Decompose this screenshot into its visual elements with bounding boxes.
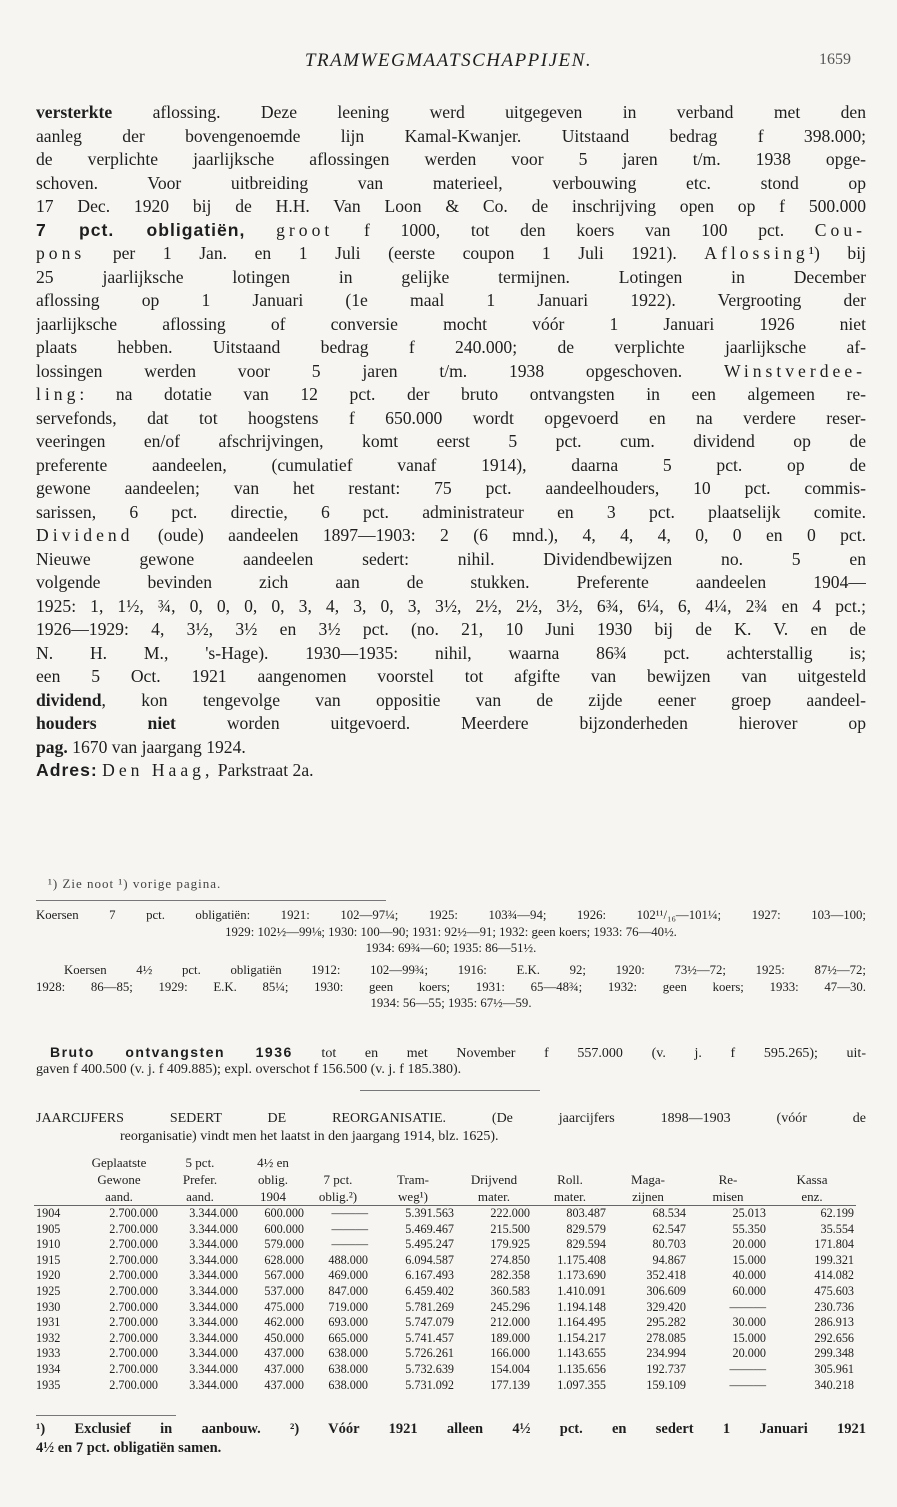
- table-cell: 360.583: [490, 1283, 530, 1298]
- table-cell: 15.000: [732, 1252, 766, 1267]
- text-segment: schoven. Voor uitbreiding van materieel, verbouwing etc. stond op: [36, 172, 866, 193]
- text-segment: aflossing op 1 Januari (1e maal 1 Januari 1922). Vergrooting der: [36, 290, 866, 310]
- table-cell: 5.731.092: [405, 1377, 454, 1392]
- text-segment: Cou-: [814, 219, 866, 240]
- table-cell: 1.410.091: [557, 1283, 606, 1298]
- text-segment: aflossing. Deze leening werd uitgegeven in verband met den: [112, 102, 866, 122]
- table-cell: 20.000: [732, 1237, 766, 1252]
- table-cell: 305.961: [814, 1361, 854, 1376]
- table-row: [34, 1206, 856, 1222]
- table-cell: 2.700.000: [109, 1361, 158, 1376]
- text-line: [36, 148, 866, 172]
- table-cell: 2.700.000: [109, 1377, 158, 1392]
- table-cell: 3.344.000: [189, 1346, 238, 1361]
- text-line: [36, 595, 866, 619]
- table-cell: 5.726.261: [405, 1346, 454, 1361]
- table-cell: 3.344.000: [189, 1237, 238, 1252]
- table-cell: 3.344.000: [189, 1252, 238, 1267]
- text-line: [36, 524, 866, 548]
- text-segment: (oude) aandeelen 1897—1903: 2 (6 mnd.), 4, 4, 4, 0, 0 en 0 pct.: [133, 525, 866, 545]
- text-segment: preferente aandeelen, (cumulatief vanaf 1914), daarna 5 pct. op de: [36, 454, 866, 475]
- table-cell: 5.781.269: [405, 1299, 454, 1314]
- table-cell: 5.495.247: [405, 1237, 454, 1252]
- table-cell: 829.594: [566, 1237, 606, 1252]
- table-cell: 1.097.355: [557, 1377, 606, 1392]
- text-segment: de verplichte jaarlijksche aflossingen werden voor 5 jaren t/m. 1938 opge-: [36, 149, 866, 169]
- table-cell: 1.164.495: [557, 1315, 606, 1330]
- table-cell: 282.358: [490, 1268, 530, 1283]
- text-segment: 1670 van jaargang 1924.: [67, 736, 246, 757]
- table-cell: ———: [729, 1377, 766, 1392]
- table-cell: 2.700.000: [109, 1299, 158, 1314]
- column-header: oblig.²): [306, 1188, 370, 1206]
- page-number: 1659: [819, 51, 851, 68]
- table-cell: 2.700.000: [109, 1330, 158, 1345]
- table-cell: 62.547: [652, 1221, 686, 1236]
- table-cell: 80.703: [652, 1237, 686, 1252]
- table-cell: 3.344.000: [189, 1221, 238, 1236]
- text-segment: Den Haag,: [102, 760, 214, 780]
- text-segment: een 5 Oct. 1921 aangenomen voorstel tot afgifte van bewijzen van uitgesteld: [36, 666, 866, 686]
- table-cell: ———: [729, 1361, 766, 1376]
- table-cell: 829.579: [566, 1221, 606, 1236]
- column-header: [688, 1154, 768, 1171]
- column-header: Kassa: [796, 1172, 828, 1187]
- page-header: [0, 50, 897, 78]
- column-header: weg¹): [370, 1188, 456, 1206]
- table-cell: 1.135.656: [557, 1361, 606, 1376]
- table-cell: 340.218: [814, 1377, 854, 1392]
- table-cell: 40.000: [732, 1268, 766, 1283]
- text-segment: pag.: [36, 736, 68, 757]
- table-cell: 1.175.408: [557, 1252, 606, 1267]
- table-cell: 437.000: [264, 1361, 304, 1376]
- table-cell: 475.000: [264, 1299, 304, 1314]
- text-line: [36, 501, 866, 525]
- table-cell: ———: [729, 1299, 766, 1314]
- column-header: 5 pct.: [185, 1155, 215, 1170]
- table-cell: 2.700.000: [109, 1346, 158, 1361]
- table-cell: 35.554: [820, 1221, 854, 1236]
- text-line: [36, 430, 866, 454]
- text-line: [36, 665, 866, 689]
- table-cell: 3.344.000: [189, 1206, 238, 1220]
- table-cell: 847.000: [328, 1283, 368, 1298]
- text-segment: veeringen en/of afschrijvingen, komt eerst 5 pct. cum. dividend op de: [36, 431, 866, 451]
- bruto-label: Bruto ontvangsten 1936: [50, 1044, 293, 1060]
- text-segment: Winstverdee-: [723, 360, 866, 381]
- table-cell: 166.000: [490, 1346, 530, 1361]
- text-line: [36, 219, 866, 243]
- separator-rule: [36, 900, 386, 901]
- column-header: [370, 1154, 456, 1171]
- year-cell: 1904: [36, 1206, 61, 1220]
- table-cell: 199.321: [814, 1252, 854, 1267]
- text-line: [36, 454, 866, 478]
- table-cell: 159.109: [646, 1377, 686, 1392]
- text-line: [36, 242, 866, 266]
- table-cell: 234.994: [646, 1346, 686, 1361]
- text-segment: gewone aandeelen; van het restant: 75 pct. aandeelhouders, 10 pct. commis-: [36, 478, 866, 498]
- text-segment: per 1 Jan. en 1 Juli (eerste coupon 1 Juli 1921).: [85, 243, 705, 263]
- text-line: [36, 125, 866, 149]
- footnote-reference: ¹) Zie noot ¹) vorige pagina.: [48, 876, 222, 891]
- text-segment: Aflossing: [704, 243, 809, 263]
- table-footnote: 4½ en 7 pct. obligatiën samen.: [36, 1440, 222, 1456]
- table-cell: 5.391.563: [405, 1206, 454, 1220]
- koersen-line: 1934: 69¾—60; 1935: 86—51½.: [365, 941, 537, 955]
- table-row: [34, 1300, 856, 1316]
- table-cell: 719.000: [328, 1299, 368, 1314]
- text-segment: servefonds, dat tot hoogstens f 650.000 wordt opgevoerd en na verdere reser-: [36, 407, 866, 428]
- column-header: [306, 1154, 370, 1171]
- table-row: [34, 1331, 856, 1347]
- koersen-line: 1928: 86—85; 1929: E.K. 85¼; 1930: geen koers; 1931: 65—48¾; 1932: geen koers; 1933: 47—30.: [36, 979, 866, 994]
- table-cell: 25.013: [732, 1206, 766, 1220]
- table-cell: 2.700.000: [109, 1237, 158, 1252]
- year-cell: 1935: [36, 1377, 61, 1392]
- text-line: [36, 360, 866, 384]
- jaarcijfers-heading: [36, 1110, 866, 1146]
- column-header: enz.: [768, 1188, 856, 1206]
- text-line: [36, 642, 866, 666]
- table-row: [34, 1284, 856, 1300]
- table-cell: 62.199: [820, 1206, 854, 1220]
- separator-rule: [360, 1090, 540, 1091]
- column-header: [608, 1154, 688, 1171]
- table-cell: 2.700.000: [109, 1221, 158, 1236]
- column-header: aand.: [78, 1188, 160, 1206]
- koersen-4-5pct: [36, 962, 866, 1012]
- table-header-row: [34, 1188, 856, 1206]
- table-cell: 55.350: [732, 1221, 766, 1236]
- text-segment: f 1000, tot den koers van 100 pct.: [333, 219, 815, 240]
- text-segment: volgende bevinden zich aan de stukken. Preferente aandeelen 1904—: [36, 572, 866, 592]
- table-cell: 60.000: [732, 1283, 766, 1298]
- text-segment: lossingen werden voor 5 jaren t/m. 1938 opgeschoven.: [36, 360, 724, 381]
- text-line: [36, 736, 866, 760]
- table-cell: 1.173.690: [557, 1268, 606, 1283]
- table-header-row: [34, 1154, 856, 1171]
- table-row: [34, 1253, 856, 1269]
- text-segment: , kon tengevolge van oppositie van de zijde eener groep aandeel-: [101, 689, 866, 710]
- table-cell: 6.459.402: [405, 1283, 454, 1298]
- table-row: [34, 1315, 856, 1331]
- text-segment: Nieuwe gewone aandeelen sedert: nihil. Dividendbewijzen no. 5 en: [36, 548, 866, 569]
- table-cell: 1.154.217: [557, 1330, 606, 1345]
- table-cell: 192.737: [646, 1361, 686, 1376]
- column-header: [456, 1154, 532, 1171]
- bruto-ontvangsten: [36, 1043, 866, 1079]
- text-line: [36, 759, 866, 783]
- column-header: [34, 1171, 78, 1188]
- column-header: 4½ en: [257, 1155, 289, 1170]
- table-cell: 437.000: [264, 1377, 304, 1392]
- table-cell: 215.500: [490, 1221, 530, 1236]
- table-cell: 94.867: [652, 1252, 686, 1267]
- koersen-line: Koersen 7 pct. obligatiën: 1921: 102—97¼; 1925: 103¾—94; 1926: 102¹¹/₁₆—101¼; 1927: 103—100;: [36, 908, 866, 922]
- column-header: Prefer.: [182, 1172, 218, 1187]
- text-line: [36, 407, 866, 431]
- table-cell: 537.000: [264, 1283, 304, 1298]
- table-cell: 68.534: [652, 1206, 686, 1220]
- table-cell: 638.000: [328, 1346, 368, 1361]
- column-header: Geplaatste: [91, 1155, 147, 1170]
- table-cell: 3.344.000: [189, 1268, 238, 1283]
- table-row: [34, 1268, 856, 1284]
- column-header: Maga-: [631, 1172, 665, 1187]
- table-cell: 20.000: [732, 1346, 766, 1361]
- table-row: [34, 1362, 856, 1378]
- text-segment: Adres:: [36, 760, 98, 780]
- column-header: [532, 1154, 608, 1171]
- text-line: [36, 689, 866, 713]
- year-cell: 1910: [36, 1237, 61, 1252]
- table-cell: 292.656: [814, 1330, 854, 1345]
- text-segment: 7 pct. obligatiën,: [36, 219, 246, 240]
- year-cell: 1915: [36, 1252, 61, 1267]
- text-segment: groot: [276, 219, 334, 240]
- table-cell: 579.000: [264, 1237, 304, 1252]
- table-cell: 3.344.000: [189, 1315, 238, 1330]
- table-header-row: [34, 1171, 856, 1188]
- table-cell: 5.469.467: [405, 1221, 454, 1236]
- column-header: Gewone: [97, 1172, 141, 1187]
- table-cell: 2.700.000: [109, 1283, 158, 1298]
- year-cell: 1933: [36, 1346, 61, 1361]
- table-cell: 212.000: [490, 1315, 530, 1330]
- table-cell: 278.085: [646, 1330, 686, 1345]
- table-cell: 488.000: [328, 1252, 368, 1267]
- column-header: 7 pct.: [323, 1172, 353, 1187]
- table-cell: 2.700.000: [109, 1268, 158, 1283]
- table-cell: 469.000: [328, 1268, 368, 1283]
- table-cell: 6.094.587: [405, 1252, 454, 1267]
- text-segment: plaats hebben. Uitstaand bedrag f 240.000; de verplichte jaarlijksche af-: [36, 337, 866, 357]
- table-cell: 3.344.000: [189, 1377, 238, 1392]
- table-cell: 462.000: [264, 1315, 304, 1330]
- text-line: [36, 101, 866, 125]
- table-cell: 154.004: [490, 1361, 530, 1376]
- year-cell: 1925: [36, 1283, 61, 1298]
- bruto-text: gaven f 400.500 (v. j. f 409.885); expl. overschot f 156.500 (v. j. f 185.380).: [36, 1062, 462, 1077]
- separator-rule: [36, 1415, 176, 1416]
- text-line: [36, 383, 866, 407]
- table-cell: 30.000: [732, 1315, 766, 1330]
- year-cell: 1932: [36, 1330, 61, 1345]
- table-cell: 15.000: [732, 1330, 766, 1345]
- text-line: [36, 336, 866, 360]
- text-segment: [245, 220, 276, 240]
- table-cell: 475.603: [814, 1283, 854, 1298]
- table-cell: 2.700.000: [109, 1315, 158, 1330]
- text-segment: versterkte: [36, 102, 113, 122]
- table-footnote: ¹) Exclusief in aanbouw. ²) Vóór 1921 alleen 4½ pct. en sedert 1 Januari 1921: [36, 1421, 866, 1437]
- column-header: [34, 1188, 78, 1206]
- table-cell: 3.344.000: [189, 1361, 238, 1376]
- column-header: mater.: [456, 1188, 532, 1206]
- text-segment: worden uitgevoerd. Meerdere bijzonderheden hierover op: [175, 713, 866, 733]
- column-header: [34, 1154, 78, 1171]
- year-cell: 1934: [36, 1361, 61, 1376]
- column-header: mater.: [532, 1188, 608, 1206]
- table-cell: 177.139: [490, 1377, 530, 1392]
- table-cell: 5.732.639: [405, 1361, 454, 1376]
- text-segment: 17 Dec. 1920 bij de H.H. Van Loon & Co. de inschrijving open op f 500.000: [36, 196, 866, 216]
- column-header: 1904: [240, 1188, 306, 1206]
- text-segment: ¹) bij: [808, 243, 866, 263]
- table-cell: 3.344.000: [189, 1299, 238, 1314]
- running-title: TRAMWEGMAATSCHAPPIJEN.: [304, 50, 593, 71]
- body-paragraph: [36, 101, 866, 783]
- table-cell: 222.000: [490, 1206, 530, 1220]
- table-row: [34, 1222, 856, 1238]
- table-cell: 1.194.148: [557, 1299, 606, 1314]
- jaarcijfers-title: JAARCIJFERS SEDERT DE REORGANISATIE. (De jaarcijfers 1898—1903 (vóór de: [36, 1111, 866, 1126]
- text-line: [36, 712, 866, 736]
- table-cell: ———: [331, 1237, 368, 1252]
- table-cell: ———: [331, 1206, 368, 1220]
- column-header: misen: [688, 1188, 768, 1206]
- table-cell: 600.000: [264, 1206, 304, 1220]
- text-line: [36, 313, 866, 337]
- text-segment: ling: [36, 384, 80, 404]
- year-cell: 1930: [36, 1299, 61, 1314]
- table-cell: 189.000: [490, 1330, 530, 1345]
- text-line: [36, 548, 866, 572]
- table-cell: 693.000: [328, 1315, 368, 1330]
- koersen-7pct: [36, 907, 866, 957]
- column-header: Roll.: [557, 1172, 583, 1187]
- table-cell: 638.000: [328, 1361, 368, 1376]
- table-cell: 600.000: [264, 1221, 304, 1236]
- column-header: Re-: [718, 1172, 738, 1187]
- text-segment: 1925: 1, 1½, ¾, 0, 0, 0, 0, 3, 4, 3, 0, 3, 3½, 2½, 2½, 3½, 6¾, 6¼, 6, 4¼, 2¾ en 4 pct.;: [36, 595, 866, 616]
- text-segment: dividend: [36, 689, 102, 710]
- text-segment: : na dotatie van 12 pct. der bruto ontvangsten in een algemeen re-: [79, 384, 866, 404]
- koersen-line: 1929: 102½—99⅛; 1930: 100—90; 1931: 92½—91; 1932: geen koers; 1933: 76—40½.: [225, 924, 677, 939]
- column-header: Tram-: [396, 1172, 430, 1187]
- table-cell: 352.418: [646, 1268, 686, 1283]
- koersen-line: Koersen 4½ pct. obligatiën 1912: 102—99¾; 1916: E.K. 92; 1920: 73½—72; 1925: 87½—72;: [64, 963, 866, 977]
- column-header: oblig.: [258, 1172, 288, 1187]
- table-row: [34, 1346, 856, 1362]
- table-cell: 1.143.655: [557, 1346, 606, 1361]
- table-cell: 179.925: [490, 1237, 530, 1252]
- table-cell: 450.000: [264, 1330, 304, 1345]
- koersen-line: 1934: 56—55; 1935: 67½—59.: [370, 996, 532, 1010]
- text-segment: jaarlijksche aflossing of conversie mocht vóór 1 Januari 1926 niet: [36, 313, 866, 334]
- table-cell: 171.804: [814, 1237, 854, 1252]
- bruto-text: tot en met November f 557.000 (v. j. f 595.265); uit-: [292, 1046, 866, 1061]
- table-cell: 245.296: [490, 1299, 530, 1314]
- text-line: [36, 289, 866, 313]
- text-segment: houders niet: [36, 713, 176, 733]
- column-header: [768, 1154, 856, 1171]
- column-header: aand.: [160, 1188, 240, 1206]
- text-line: [36, 477, 866, 501]
- table-cell: 230.736: [814, 1299, 854, 1314]
- table-cell: 299.348: [814, 1346, 854, 1361]
- text-line: [36, 571, 866, 595]
- table-cell: 286.913: [814, 1315, 854, 1330]
- text-line: [36, 195, 866, 219]
- table-cell: 437.000: [264, 1346, 304, 1361]
- text-line: [36, 172, 866, 196]
- text-segment: 1926—1929: 4, 3½, 3½ en 3½ pct. (no. 21, 10 Juni 1930 bij de K. V. en de: [36, 619, 866, 639]
- jaarcijfers-subtitle: reorganisatie) vindt men het laatst in den jaargang 1914, blz. 1625).: [120, 1129, 499, 1144]
- table-cell: 2.700.000: [109, 1206, 158, 1220]
- table-row: [34, 1378, 856, 1394]
- table-cell: 329.420: [646, 1299, 686, 1314]
- text-line: [36, 266, 866, 290]
- text-segment: N. H. M., 's-Hage). 1930—1935: nihil, waarna 86¾ pct. achterstallig is;: [36, 642, 866, 663]
- table-cell: 295.282: [646, 1315, 686, 1330]
- table-cell: 638.000: [328, 1377, 368, 1392]
- table-cell: 665.000: [328, 1330, 368, 1345]
- table-cell: 628.000: [264, 1252, 304, 1267]
- year-cell: 1905: [36, 1221, 61, 1236]
- text-line: [36, 618, 866, 642]
- table-cell: 567.000: [264, 1268, 304, 1283]
- table-row: [34, 1237, 856, 1253]
- column-header: zijnen: [608, 1188, 688, 1206]
- text-segment: sarissen, 6 pct. directie, 6 pct. administrateur en 3 pct. plaatselijk comite.: [36, 501, 866, 522]
- table-cell: 803.487: [566, 1206, 606, 1220]
- table-cell: 306.609: [646, 1283, 686, 1298]
- table-cell: 2.700.000: [109, 1252, 158, 1267]
- column-header: Drijvend: [470, 1172, 518, 1187]
- year-cell: 1931: [36, 1315, 61, 1330]
- year-cell: 1920: [36, 1268, 61, 1283]
- text-segment: 25 jaarlijksche lotingen in gelijke termijnen. Lotingen in December: [36, 266, 866, 287]
- table-cell: 274.850: [490, 1252, 530, 1267]
- table-footnotes: [36, 1420, 866, 1458]
- table-cell: 5.747.079: [405, 1315, 454, 1330]
- text-segment: aanleg der bovengenoemde lijn Kamal-Kwanjer. Uitstaand bedrag f 398.000;: [36, 125, 866, 146]
- text-segment: Dividend: [36, 525, 134, 545]
- table-cell: 3.344.000: [189, 1330, 238, 1345]
- table-cell: 414.082: [814, 1268, 854, 1283]
- table-cell: ———: [331, 1221, 368, 1236]
- table-cell: 6.167.493: [405, 1268, 454, 1283]
- table-cell: 3.344.000: [189, 1283, 238, 1298]
- table-cell: 5.741.457: [405, 1330, 454, 1345]
- text-segment: Parkstraat 2a.: [213, 760, 314, 780]
- jaarcijfers-table: [34, 1154, 856, 1393]
- text-segment: pons: [36, 243, 86, 263]
